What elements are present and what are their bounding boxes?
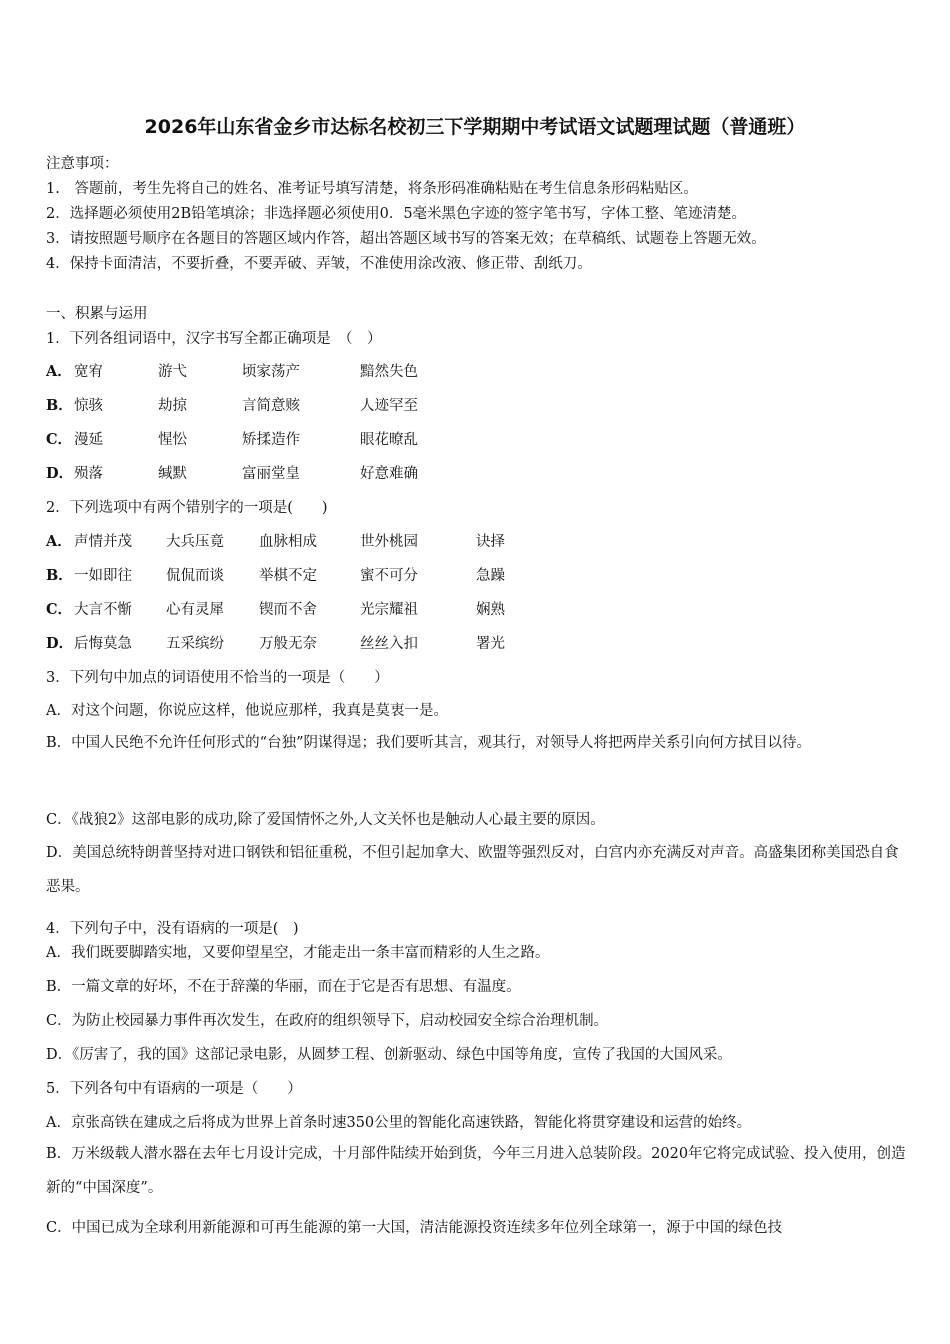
word: 漫延 [74, 432, 103, 448]
word: 一如即往 [74, 568, 132, 584]
q5-option-c: C．中国已成为全球利用新能源和可再生能源的第一大国，清洁能源投资连续多年位列全球第一，源于中国的绿色技 [46, 1220, 783, 1236]
word: 血脉相成 [259, 534, 317, 550]
option-letter: D． [46, 465, 74, 482]
word: 顷家荡产 [242, 364, 300, 380]
note-item-1: 1. 答题前，考生先将自己的姓名、准考证号填写清楚，将条形码准确粘贴在考生信息条形码粘贴区。 [46, 181, 698, 197]
word: 举棋不定 [259, 568, 317, 584]
q3-option-a: A．对这个问题，你说应这样，他说应那样，我真是莫衷一是。 [46, 703, 448, 719]
q4-stem: 4．下列句子中，没有语病的一项是( ) [46, 921, 299, 937]
word: 人迹罕至 [360, 398, 418, 414]
word: 殒落 [74, 466, 103, 482]
option-letter: C． [46, 601, 73, 618]
note-item-4: 4．保持卡面清洁，不要折叠，不要弄破、弄皱，不准使用涂改液、修正带、刮纸刀。 [46, 256, 592, 272]
option-letter: B． [46, 397, 73, 414]
word: 游弋 [158, 364, 187, 380]
word: 署光 [476, 636, 505, 652]
option-letter: D． [46, 635, 74, 652]
word: 劫掠 [158, 398, 187, 414]
q4-option-b: B．一篇文章的好坏，不在于辞藻的华丽，而在于它是否有思想、有温度。 [46, 979, 521, 995]
exam-title: 2026年山东省金乡市达标名校初三下学期期中考试语文试题理试题（普通班） [144, 116, 806, 138]
word: 好意难确 [360, 466, 418, 482]
q1-stem: 1．下列各组词语中，汉字书写全都正确项是 （ ） [46, 331, 382, 347]
q4-option-d: D．《厉害了，我的国》这部记录电影，从圆梦工程、创新驱动、绿色中国等角度，宣传了我国的大国风采。 [46, 1047, 732, 1063]
word: 世外桃园 [360, 534, 418, 550]
word: 后悔莫急 [74, 636, 132, 652]
word: 万般无奈 [259, 636, 317, 652]
q3-stem: 3．下列句中加点的词语使用不恰当的一项是（ ） [46, 670, 389, 686]
word: 惊骇 [74, 398, 103, 414]
q5-option-a: A．京张高铁在建成之后将成为世界上首条时速350公里的智能化高速铁路，智能化将贯穿建设和运营的始终。 [46, 1115, 752, 1131]
word: 声情并茂 [74, 534, 132, 550]
word: 丝丝入扣 [360, 636, 418, 652]
q5-stem: 5．下列各句中有语病的一项是（ ） [46, 1081, 302, 1097]
word: 惺忪 [158, 432, 187, 448]
word: 大言不惭 [74, 602, 132, 618]
word: 侃侃而谈 [166, 568, 224, 584]
q3-option-c: C．《战狼2》这部电影的成功,除了爱国情怀之外,人文关怀也是触动人心最主要的原因。 [46, 812, 605, 828]
word: 黯然失色 [360, 364, 418, 380]
word: 言简意赅 [242, 398, 300, 414]
word: 富丽堂皇 [242, 466, 300, 482]
word: 光宗耀祖 [360, 602, 418, 618]
word: 缄默 [158, 466, 187, 482]
option-letter: B． [46, 567, 73, 584]
section-heading: 一、积累与运用 [46, 306, 148, 322]
option-letter: C． [46, 431, 73, 448]
q4-option-a: A．我们既要脚踏实地，又要仰望星空，才能走出一条丰富而精彩的人生之路。 [46, 945, 550, 961]
q4-option-c: C．为防止校园暴力事件再次发生，在政府的组织领导下，启动校园安全综合治理机制。 [46, 1013, 609, 1029]
word: 锲而不舍 [259, 602, 317, 618]
option-letter: A． [46, 533, 72, 550]
word: 大兵压竟 [166, 534, 224, 550]
q3-option-d: D．美国总统特朗普坚持对进口钢铁和铝征重税，不但引起加拿大、欧盟等强烈反对，白宫内亦充满反对声音。高盛集团称美国恐自食恶果。 [46, 845, 899, 895]
q3-option-b: B．中国人民绝不允许任何形式的“台独”阴谋得逞；我们要听其言，观其行，对领导人将把两岸关系引向何方拭目以待。 [46, 735, 811, 751]
word: 心有灵犀 [166, 602, 224, 618]
note-item-2: 2．选择题必须使用2B铅笔填涂；非选择题必须使用0．5毫米黑色字迹的签字笔书写，字体工整、笔迹清楚。 [46, 206, 747, 222]
word: 急躁 [476, 568, 505, 584]
word: 蜜不可分 [360, 568, 418, 584]
q2-stem: 2．下列选项中有两个错别字的一项是( ) [46, 500, 328, 516]
option-letter: A． [46, 363, 72, 380]
word: 娴熟 [476, 602, 505, 618]
q5-option-b: B．万米级载人潜水器在去年七月设计完成，十月部件陆续开始到货，今年三月进入总装阶段。2020年它将完成试验、投入使用，创造新的“中国深度”。 [46, 1146, 906, 1196]
word: 矫揉造作 [242, 432, 300, 448]
word: 宽宥 [74, 364, 103, 380]
word: 眼花暸乱 [360, 432, 418, 448]
notes-heading: 注意事项： [46, 156, 119, 172]
word: 诀择 [476, 534, 505, 550]
word: 五采缤纷 [166, 636, 224, 652]
note-item-3: 3．请按照题号顺序在各题目的答题区域内作答，超出答题区域书写的答案无效；在草稿纸、试题卷上答题无效。 [46, 231, 766, 247]
